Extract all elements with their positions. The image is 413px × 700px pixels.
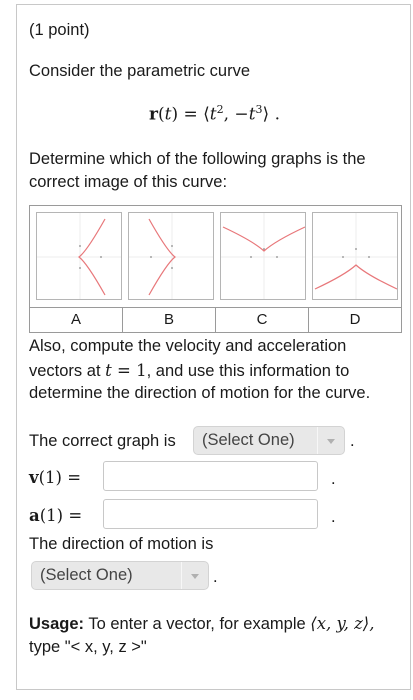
- graph-c[interactable]: [220, 212, 306, 300]
- velocity-label: v(1) =: [29, 468, 82, 487]
- velocity-input[interactable]: [103, 461, 318, 491]
- followup-line-2: vectors at t = 1, and use this information to: [29, 361, 350, 380]
- period: .: [331, 508, 336, 526]
- period: .: [213, 568, 218, 586]
- tick-mark: [368, 256, 370, 258]
- acceleration-input[interactable]: [103, 499, 318, 529]
- chevron-down-icon: [191, 574, 199, 579]
- period: .: [350, 432, 355, 450]
- followup-line-3: determine the direction of motion for the curve.: [29, 384, 371, 402]
- graph-a-plot: [37, 213, 122, 300]
- graph-label-d: D: [349, 311, 361, 328]
- tick-mark: [276, 256, 278, 258]
- chevron-down-icon: [327, 439, 335, 444]
- tick-mark: [171, 267, 173, 269]
- graph-b-plot: [129, 213, 214, 300]
- graph-options-table: [29, 205, 402, 333]
- tick-mark: [150, 256, 152, 258]
- question-line-2: correct image of this curve:: [29, 173, 228, 191]
- problem-panel: [16, 4, 411, 690]
- followup-line-1: Also, compute the velocity and acceleration: [29, 337, 347, 355]
- graph-d-plot: [313, 213, 398, 300]
- acceleration-label: a(1) =: [29, 506, 83, 525]
- graph-label-b: B: [163, 311, 174, 328]
- graph-labels-row: [30, 307, 401, 333]
- velocity-field[interactable]: [104, 462, 317, 490]
- tick-mark: [250, 256, 252, 258]
- direction-select-dropdown[interactable]: [31, 561, 209, 590]
- usage-line-1: Usage: To enter a vector, for example ⟨x, y, z⟩,: [29, 614, 375, 633]
- graph-select-value: (Select One): [202, 431, 295, 449]
- acceleration-field[interactable]: [104, 500, 317, 528]
- graph-b[interactable]: [128, 212, 214, 300]
- tick-mark: [263, 248, 265, 250]
- tick-mark: [355, 248, 357, 250]
- question-line-1: Determine which of the following graphs is the: [29, 150, 366, 168]
- intro-text: Consider the parametric curve: [29, 62, 251, 80]
- tick-mark: [171, 245, 173, 247]
- graph-label-a: A: [70, 311, 81, 328]
- graph-a[interactable]: [36, 212, 122, 300]
- parametric-formula: $r(t) = ⟨t^2$, $-t^3⟩$ .: [149, 103, 280, 125]
- tick-mark: [79, 267, 81, 269]
- tick-mark: [100, 256, 102, 258]
- usage-line-2: type "< x, y, z >": [29, 638, 147, 656]
- graph-c-plot: [221, 213, 306, 300]
- graph-label-c: C: [256, 311, 268, 328]
- period: .: [331, 470, 336, 488]
- formula-r: r: [149, 104, 158, 125]
- tick-mark: [342, 256, 344, 258]
- graph-answer-prompt: The correct graph is: [29, 432, 176, 450]
- direction-select-value: (Select One): [40, 566, 133, 584]
- graph-select-dropdown[interactable]: [193, 426, 345, 455]
- direction-prompt: The direction of motion is: [29, 535, 214, 553]
- graph-d[interactable]: [312, 212, 398, 300]
- point-value: (1 point): [29, 21, 90, 39]
- tick-mark: [79, 245, 81, 247]
